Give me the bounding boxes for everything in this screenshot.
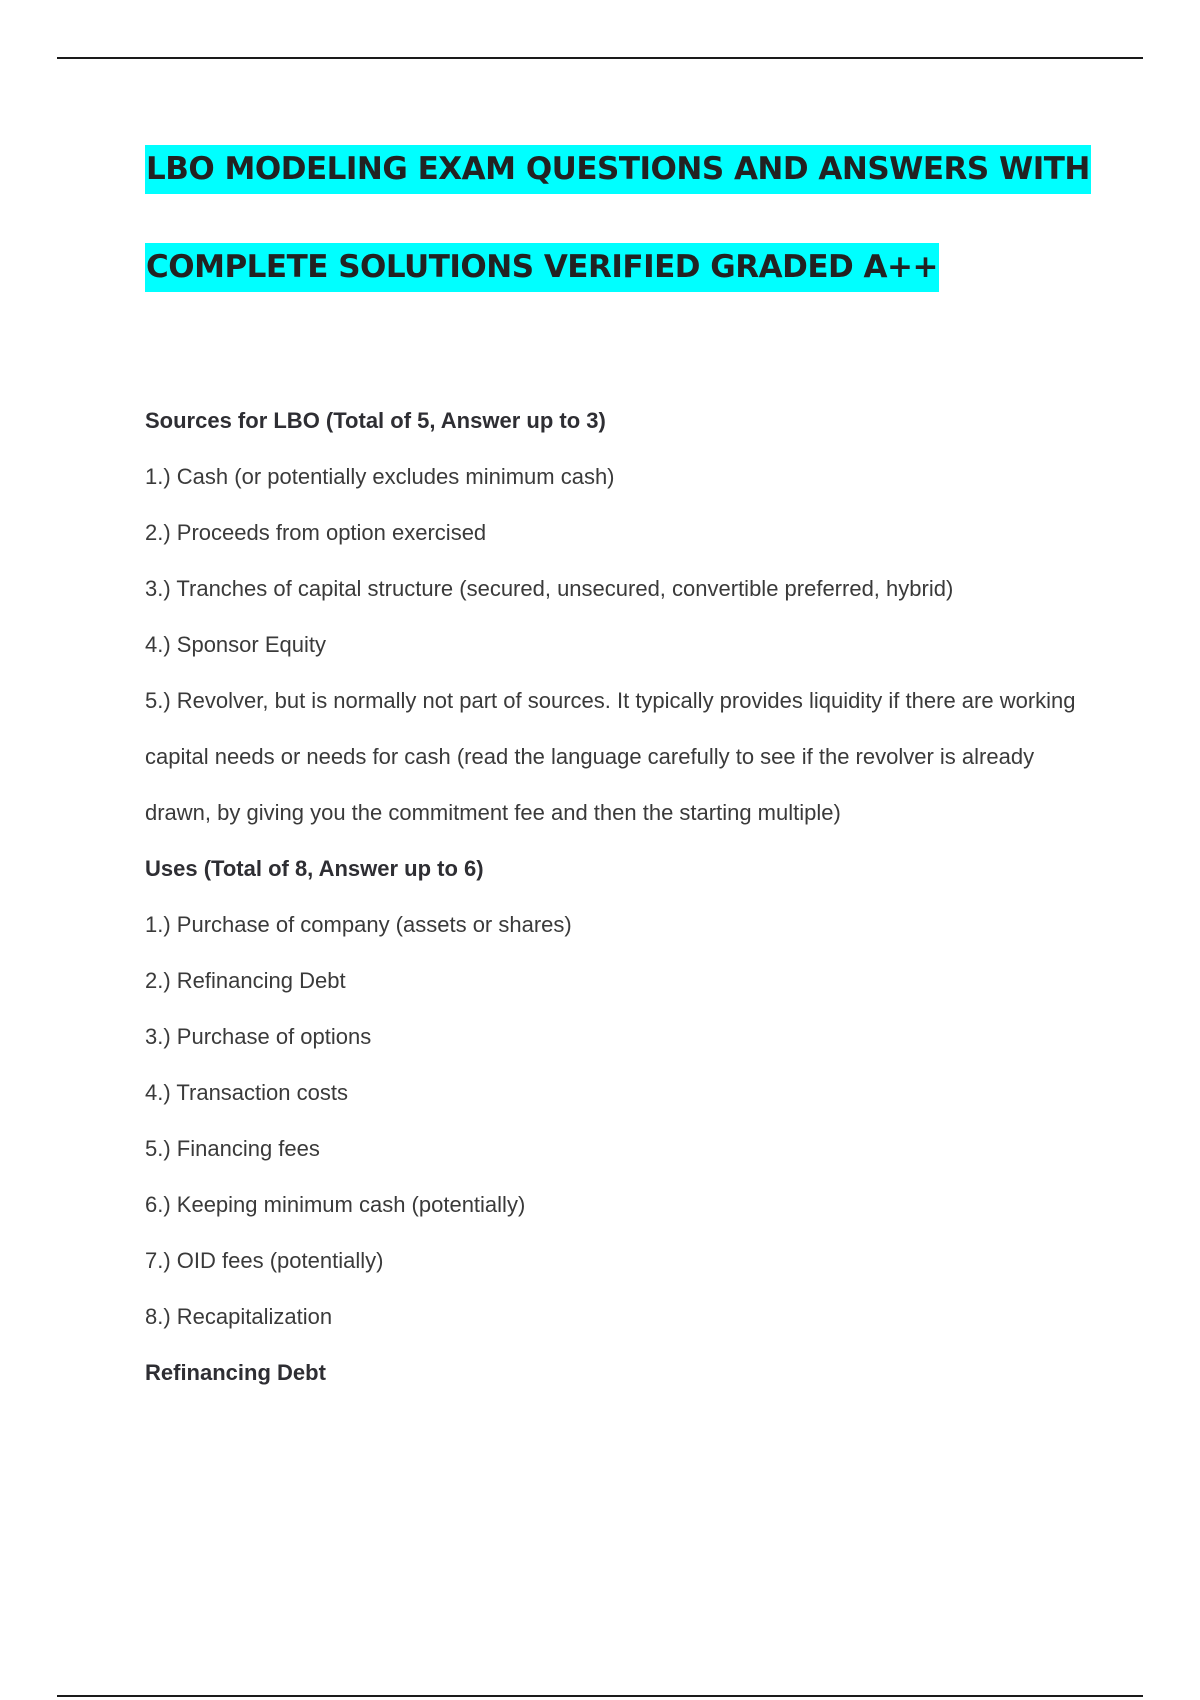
uses-item-6: 6.) Keeping minimum cash (potentially) [145,1192,526,1217]
sources-item-2: 2.) Proceeds from option exercised [145,520,487,545]
bottom-rule [57,1695,1143,1697]
uses-item-7: 7.) OID fees (potentially) [145,1248,384,1273]
sources-item-3: 3.) Tranches of capital structure (secured, unsecured, convertible preferred, hybrid) [145,576,954,601]
title-line-2: COMPLETE SOLUTIONS VERIFIED GRADED A++ [145,243,939,292]
sources-heading: Sources for LBO (Total of 5, Answer up to 3) [145,408,606,433]
title-line-1: LBO MODELING EXAM QUESTIONS AND ANSWERS WITH [145,145,1091,194]
uses-heading: Uses (Total of 8, Answer up to 6) [145,856,484,881]
uses-item-2: 2.) Refinancing Debt [145,968,346,993]
uses-item-1: 1.) Purchase of company (assets or shares) [145,912,572,937]
uses-item-5: 5.) Financing fees [145,1136,320,1161]
uses-item-8: 8.) Recapitalization [145,1304,333,1329]
document-title [145,145,1095,341]
uses-item-3: 3.) Purchase of options [145,1024,372,1049]
sources-item-5: 5.) Revolver, but is normally not part of sources. It typically provides liquidity if there are working capital needs or needs for cash (read the language carefully to see if the revolver is already drawn, by giving you the commitment fee and then the starting multiple) [145,688,1076,825]
sources-item-4: 4.) Sponsor Equity [145,632,326,657]
refinancing-debt-heading: Refinancing Debt [145,1360,326,1385]
top-rule [57,57,1143,59]
document-body [145,393,1095,1401]
sources-item-1: 1.) Cash (or potentially excludes minimum cash) [145,464,615,489]
uses-item-4: 4.) Transaction costs [145,1080,348,1105]
